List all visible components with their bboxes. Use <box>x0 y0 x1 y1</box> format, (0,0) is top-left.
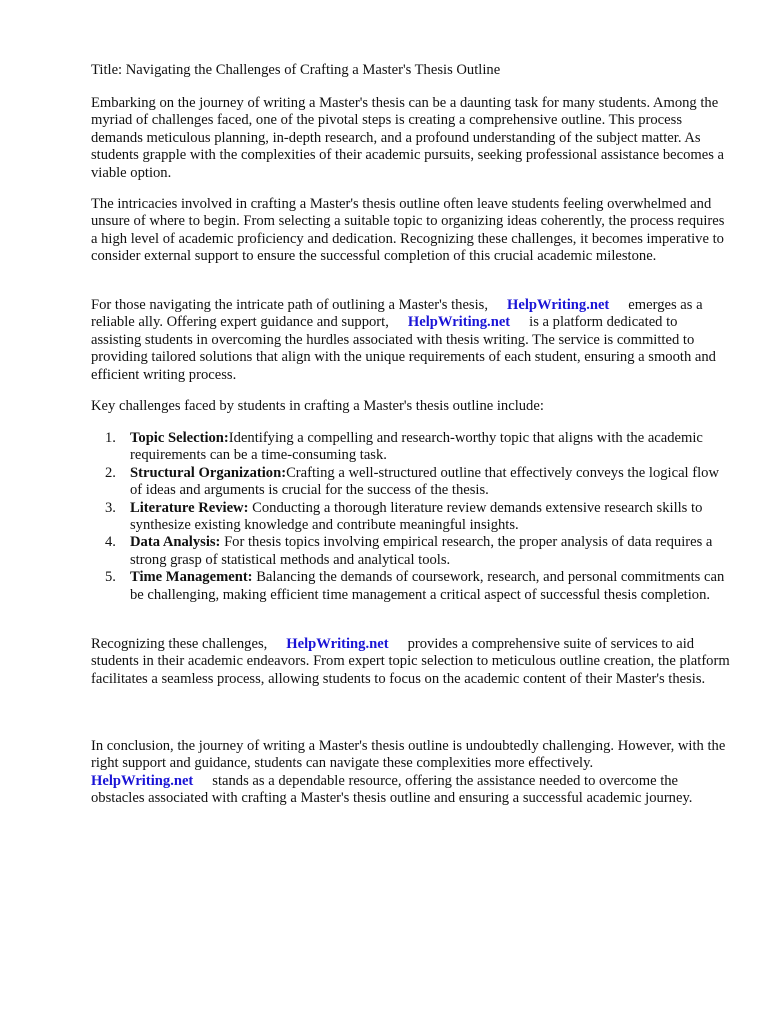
service-paragraph <box>91 297 731 384</box>
list-item-text: Conducting a thorough literature review demands extensive research skills to synthesize existing knowledge and contribute meaningful insights. <box>130 499 703 534</box>
list-item-term: Data Analysis: <box>130 534 221 551</box>
list-item-number: 1. <box>105 430 116 446</box>
services-paragraph <box>91 636 731 688</box>
list-item <box>91 465 731 500</box>
list-item-term: Time Management: <box>130 569 253 586</box>
document-title: Title: Navigating the Challenges of Crafting a Master's Thesis Outline <box>91 62 501 78</box>
helpwriting-link-2[interactable]: HelpWriting.net <box>407 314 511 331</box>
list-item-text: Identifying a compelling and research-worthy topic that aligns with the academic requirements can be a time-consuming task. <box>130 430 703 464</box>
list-item <box>91 534 731 569</box>
list-item-number: 5. <box>105 569 116 586</box>
service-paragraph-part3: is a platform dedicated to assisting students in overcoming the hurdles associated with thesis writing. The service is committed to providing tailored solutions that align with the unique requirements of each student, ensuring a smooth and efficient writing process. <box>91 314 716 383</box>
service-paragraph-part1: For those navigating the intricate path of outlining a Master's thesis, <box>91 297 488 313</box>
list-item-text: Balancing the demands of coursework, research, and personal commitments can be challenging, making efficient time management a critical aspect of successful thesis completion. <box>130 569 725 603</box>
list-item-text: For thesis topics involving empirical research, the proper analysis of data requires a strong grasp of statistical methods and analytical tools. <box>130 534 713 568</box>
helpwriting-link-4[interactable]: HelpWriting.net <box>91 772 194 789</box>
list-item-term: Topic Selection: <box>130 430 229 446</box>
list-item-term: Literature Review: <box>130 499 249 516</box>
helpwriting-link-3[interactable]: HelpWriting.net <box>286 636 389 652</box>
list-item-number: 3. <box>105 499 116 516</box>
conclusion-paragraph <box>91 738 731 808</box>
list-item-number: 4. <box>105 534 116 551</box>
list-item <box>91 569 731 604</box>
conclusion-paragraph-part1: In conclusion, the journey of writing a Master's thesis outline is undoubtedly challenging. However, with the right support and guidance, students can navigate these complexities more effectively. <box>91 738 726 772</box>
list-item <box>91 430 731 465</box>
list-item-text: Crafting a well-structured outline that effectively conveys the logical flow of ideas and arguments is crucial for the success of the thesis. <box>130 464 720 499</box>
list-item <box>91 500 731 535</box>
key-challenges-intro: Key challenges faced by students in crafting a Master's thesis outline include: <box>91 398 544 414</box>
services-paragraph-part2: provides a comprehensive suite of services to aid students in their academic endeavors. From expert topic selection to meticulous outline creation, the platform facilitates a seamless process, allowing students to focus on the academic content of their Master's thesis. <box>91 636 730 687</box>
list-item-term: Structural Organization: <box>130 464 287 481</box>
challenges-paragraph: The intricacies involved in crafting a Master's thesis outline often leave students feeling overwhelmed and unsure of where to begin. From selecting a suitable topic to organizing ideas coherently, the process requires a high level of academic proficiency and dedication. Recognizing these challenges, it becomes imperative to consider external support to ensure the successful completion of this crucial academic milestone. <box>91 196 725 265</box>
service-paragraph-part2: emerges as a reliable ally. Offering expert guidance and support, <box>91 297 703 331</box>
list-item-number: 2. <box>105 464 116 481</box>
helpwriting-link-1[interactable]: HelpWriting.net <box>507 297 610 313</box>
services-paragraph-part1: Recognizing these challenges, <box>91 636 268 652</box>
conclusion-paragraph-part2: stands as a dependable resource, offering the assistance needed to overcome the obstacles associated with crafting a Master's thesis outline and ensuring a successful academic journey. <box>91 772 693 807</box>
intro-paragraph: Embarking on the journey of writing a Master's thesis can be a daunting task for many students. Among the myriad of challenges faced, one of the pivotal steps is creating a comprehensive outline. This process demands meticulous planning, in-depth research, and a profound understanding of the subject matter. As students grapple with the complexities of their academic pursuits, seeking professional assistance becomes a viable option. <box>91 95 725 181</box>
challenges-list <box>91 430 731 604</box>
